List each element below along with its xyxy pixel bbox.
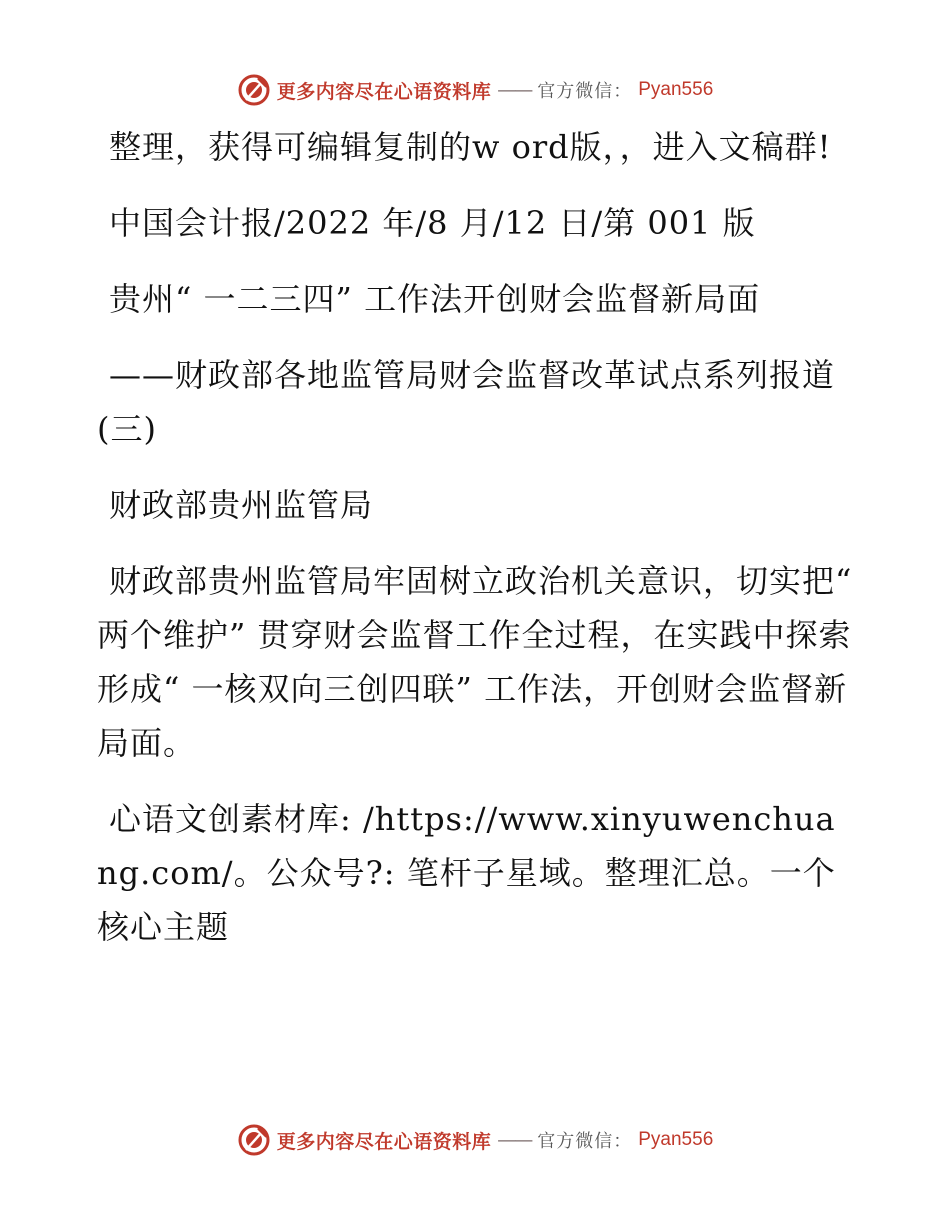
paragraph-author: 财政部贵州监管局 (109, 486, 374, 524)
paragraph-body: 财政部贵州监管局牢固树立政治机关意识，切实把“ 两个维护” 贯穿财会监督工作全过程，在实践中探索形成“ 一核双向三创四联” 工作法，开创财会监督新局面。 (97, 562, 853, 762)
banner-main-text: 更多内容尽在心语资料库 (276, 1130, 492, 1153)
paragraph-note: 心语文创素材库: /https://www.xinyuwenchuang.com/。公众号?: 笔杆子星域。整理汇总。一个核心主题 (97, 800, 836, 946)
footer-banner (0, 1120, 950, 1160)
banner-label: 官方微信： (537, 81, 633, 102)
banner-main-text: 更多内容尽在心语资料库 (276, 80, 492, 103)
pen-nib-logo-icon (237, 1123, 271, 1157)
banner-dash: —— (497, 79, 532, 101)
header-banner (0, 70, 950, 110)
paragraph-subtitle: ——财政部各地监管局财会监督改革试点系列报道(三) (97, 356, 836, 448)
banner-wechat-id: Pyan556 (638, 1129, 714, 1150)
paragraph-intro: 整理，获得可编辑复制的w ord版，，进入文稿群! (109, 128, 832, 166)
paragraph-source: 中国会计报/2022 年/8 月/12 日/第 001 版 (109, 204, 756, 242)
banner-dash: —— (497, 1129, 532, 1151)
document-body (97, 120, 857, 976)
pen-nib-logo-icon (237, 73, 271, 107)
paragraph-title: 贵州“ 一二三四” 工作法开创财会监督新局面 (109, 280, 761, 318)
banner-wechat-id: Pyan556 (638, 79, 714, 100)
banner-label: 官方微信： (537, 1131, 633, 1152)
